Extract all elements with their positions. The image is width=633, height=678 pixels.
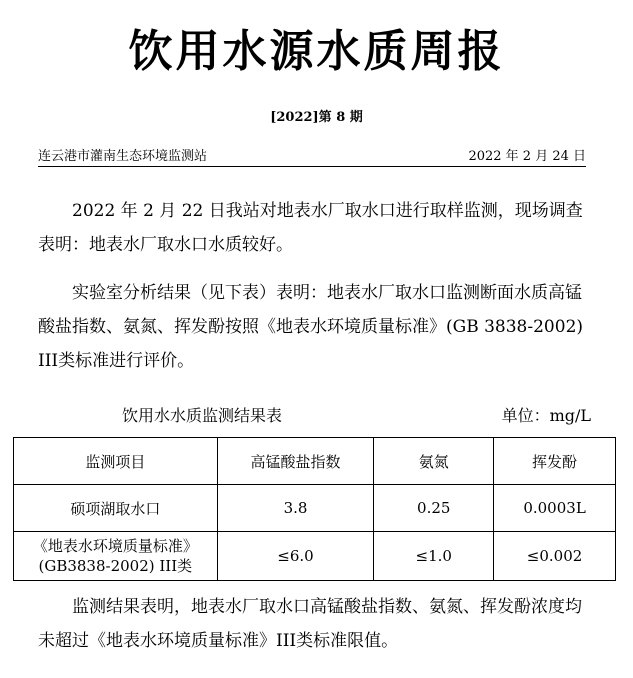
header-item: 监测项目 [14,438,218,485]
paragraph-analysis: 实验室分析结果（见下表）表明：地表水厂取水口监测断面水质高锰酸盐指数、氨氮、挥发酚按照《地表水环境质量标准》(GB 3838-2002) III类标准进行评价。 [38,283,584,371]
table-row [14,532,616,581]
report-header-line [38,148,586,167]
row-site-name: 硕项湖取水口 [14,485,218,532]
row-permanganate-value: 3.8 [217,485,374,532]
header-permanganate: 高锰酸盐指数 [217,438,374,485]
paragraph-sampling: 2022 年 2 月 22 日我站对地表水厂取水口进行取样监测，现场调查表明：地表水厂取水口水质较好。 [38,201,583,255]
report-title: 饮用水源水质周报 [128,26,505,77]
table-row [14,485,616,532]
header-ammonia: 氨氮 [374,438,494,485]
header-phenol: 挥发酚 [494,438,616,485]
paragraph-conclusion: 监测结果表明，地表水厂取水口高锰酸盐指数、氨氮、挥发酚浓度均未超过《地表水环境质量标准》III类标准限值。 [38,597,582,651]
results-table [13,437,616,581]
standard-name-line1: 《地表水环境质量标准》 [32,537,198,555]
row-ammonia-limit: ≤1.0 [374,532,494,581]
row-permanganate-limit: ≤6.0 [217,532,374,581]
row-phenol-limit: ≤0.002 [494,532,616,581]
standard-name-line2: (GB3838-2002) III类 [38,557,193,575]
row-phenol-value: 0.0003L [494,485,616,532]
report-date: 2022 年 2 月 24 日 [468,149,586,164]
row-standard-name [14,532,218,581]
table-unit: 单位：mg/L [501,406,591,425]
issue-number: [2022]第 8 期 [270,110,363,125]
table-caption: 饮用水水质监测结果表 [122,406,283,425]
table-header-row [14,438,616,485]
row-ammonia-value: 0.25 [374,485,494,532]
organization-name: 连云港市灌南生态环境监测站 [38,149,208,164]
